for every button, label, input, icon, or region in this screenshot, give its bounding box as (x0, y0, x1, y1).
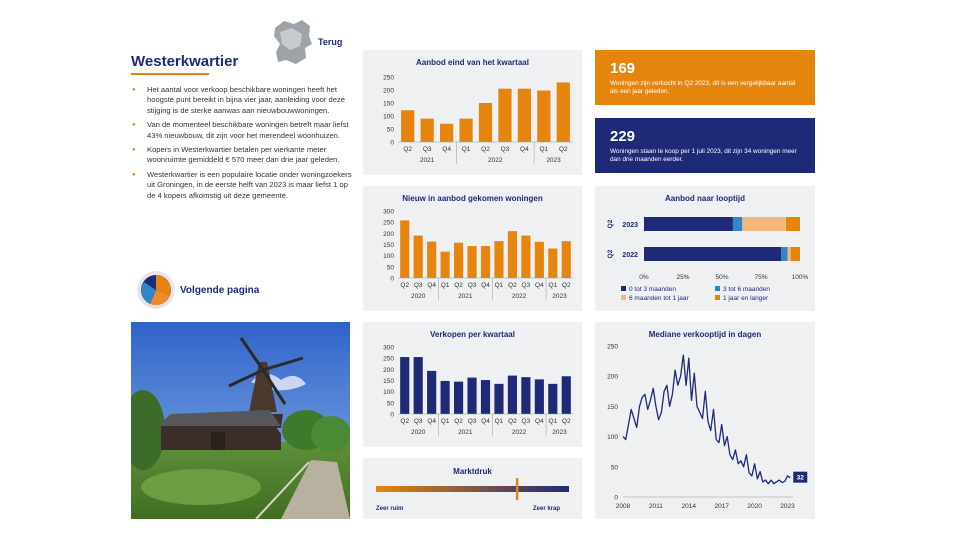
y-tick-label: 50 (386, 400, 394, 408)
y-tick-label: 150 (607, 403, 618, 411)
bar (548, 384, 557, 414)
legend-swatch (715, 295, 720, 300)
y-group-label: Q2 (607, 219, 614, 229)
x-tick-label: 100% (791, 274, 809, 281)
bullet-item: ● Kopers in Westerkwartier betalen per vierkante meter woonruimte gemiddeld € 570 meer dan drie jaar geleden. (131, 145, 356, 166)
bar (467, 246, 476, 278)
bar-segment (791, 247, 800, 261)
bar (454, 243, 463, 278)
bar-segment (733, 217, 742, 231)
gauge-bar (376, 486, 569, 492)
y-tick-label: 50 (610, 464, 618, 472)
bar (498, 89, 511, 142)
x-tick-label: Q3 (413, 418, 423, 425)
bar (518, 89, 531, 142)
bar (481, 246, 490, 278)
bar (401, 110, 414, 142)
next-page-button[interactable] (136, 270, 306, 312)
y-tick-label: 200 (383, 87, 394, 95)
bar (508, 231, 517, 278)
y-tick-label: 100 (383, 389, 394, 397)
kpi-description: Woningen staan te koop per 1 juli 2023, dit zijn 34 woningen meer dan drie maanden eerder. (610, 148, 797, 163)
bar-chart-supply (363, 50, 582, 175)
bar (479, 103, 492, 142)
y-tick-label: 50 (386, 126, 394, 134)
y-tick-label: 200 (383, 230, 394, 238)
bar (400, 357, 409, 414)
y-tick-label: 300 (383, 208, 394, 216)
x-tick-label: Q2 (400, 418, 410, 425)
chart-title: Aanbod eind van het kwartaal (416, 58, 529, 67)
y-tick-label: 200 (607, 373, 618, 381)
y-category-label: 2023 (622, 222, 638, 229)
page-title: Westerkwartier (131, 53, 239, 70)
bar (535, 379, 544, 414)
chart-title: Mediane verkooptijd in dagen (648, 330, 762, 339)
x-tick-label: Q3 (521, 418, 531, 425)
bar-segment (781, 247, 787, 261)
x-group-label: 2021 (458, 429, 473, 436)
y-tick-label: 0 (614, 494, 618, 502)
bullet-item: ● Westerkwartier is een populaire locatie onder woningzoekers uit Groningen, in de eerste helft van 2023 is maar liefst 1 op de 4 kopers afkomstig uit deze gemeente. (131, 170, 356, 201)
x-group-label: 2021 (458, 293, 473, 300)
kpi-value: 169 (610, 60, 636, 77)
bar-chart-sales (363, 322, 582, 447)
next-page-label: Volgende pagina (180, 285, 260, 296)
x-tick-label: Q3 (467, 282, 477, 289)
end-value-label: 32 (796, 474, 804, 482)
y-tick-label: 200 (383, 366, 394, 374)
gauge-title: Marktdruk (453, 467, 492, 476)
line-chart-sale-time (595, 322, 815, 519)
x-tick-label: Q4 (481, 418, 490, 425)
x-tick-label: Q3 (500, 146, 510, 153)
x-tick-label: Q1 (494, 418, 504, 425)
y-tick-label: 250 (383, 74, 394, 82)
x-tick-label: Q4 (481, 282, 490, 289)
y-tick-label: 150 (383, 378, 394, 385)
x-tick-label: 2023 (780, 503, 795, 510)
legend-label: 3 tot 6 maanden (723, 286, 770, 293)
y-tick-label: 300 (383, 344, 394, 352)
bar (459, 119, 472, 142)
x-tick-label: 2020 (747, 503, 762, 510)
chart-panel-supply (363, 50, 582, 175)
bar (441, 381, 450, 414)
x-tick-label: Q2 (508, 282, 517, 289)
kpi-description: Woningen zijn verkocht in Q2 2023, dit is een vergelijkbaar aantal als een jaar geleden. (610, 80, 796, 95)
bar (427, 371, 436, 414)
y-tick-label: 0 (390, 411, 394, 419)
legend-swatch (621, 295, 626, 300)
y-tick-label: 100 (383, 113, 394, 121)
bar-segment (786, 217, 800, 231)
y-tick-label: 0 (390, 275, 394, 283)
x-group-label: 2022 (511, 429, 527, 436)
legend-label: 6 maanden tot 1 jaar (629, 295, 689, 302)
x-tick-label: Q3 (521, 282, 531, 289)
bar-segment (644, 247, 781, 261)
y-category-label: 2022 (622, 252, 638, 259)
y-tick-label: 100 (607, 434, 618, 442)
x-tick-label: Q1 (440, 282, 450, 289)
x-tick-label: Q2 (481, 146, 490, 153)
x-tick-label: Q1 (440, 418, 450, 425)
x-tick-label: Q1 (548, 418, 558, 425)
y-tick-label: 0 (390, 139, 394, 147)
x-group-label: 2020 (410, 429, 426, 436)
bar-segment (788, 247, 791, 261)
y-group-label: Q2 (607, 249, 614, 259)
bar (414, 357, 423, 414)
x-tick-label: Q3 (467, 418, 477, 425)
x-tick-label: Q2 (454, 282, 463, 289)
x-tick-label: Q1 (539, 146, 549, 153)
y-tick-label: 150 (383, 100, 394, 108)
bar (537, 91, 550, 142)
bar (421, 119, 434, 142)
x-tick-label: Q1 (461, 146, 471, 153)
bar (427, 242, 436, 278)
series-line (623, 355, 790, 484)
gauge-left-label: Zeer ruim (376, 506, 404, 512)
x-tick-label: Q1 (548, 282, 558, 289)
x-tick-label: Q2 (561, 282, 571, 289)
legend-label: 0 tot 3 maanden (629, 286, 676, 293)
x-tick-label: 25% (676, 274, 690, 281)
x-tick-label: 0% (639, 274, 649, 281)
y-tick-label: 250 (383, 355, 394, 363)
title-underline (131, 73, 209, 75)
x-tick-label: Q2 (403, 146, 413, 153)
kpi-value: 229 (610, 128, 636, 145)
x-tick-label: 2014 (681, 503, 697, 510)
x-tick-label: Q2 (558, 146, 568, 153)
bar (521, 236, 530, 278)
x-group-label: 2022 (511, 293, 527, 300)
chart-title: Aanbod naar looptijd (665, 194, 745, 203)
x-group-label: 2023 (552, 293, 567, 300)
x-group-label: 2021 (419, 157, 435, 164)
y-tick-label: 50 (386, 264, 394, 272)
pie-chart-icon (136, 270, 176, 310)
x-tick-label: Q2 (508, 418, 517, 425)
x-group-label: 2023 (546, 157, 561, 164)
windmill-photo (131, 322, 350, 519)
x-tick-label: Q3 (422, 146, 432, 153)
bar (481, 380, 490, 414)
x-tick-label: Q2 (561, 418, 571, 425)
bar-segment (644, 217, 733, 231)
bar (414, 236, 423, 278)
x-tick-label: Q2 (400, 282, 410, 289)
chart-title: Verkopen per kwartaal (430, 330, 515, 339)
bullet-item: ● Het aantal voor verkoop beschikbare woningen heeft het hoogste punt bereikt in bijna vier jaar, aanleiding voor deze stijging is de sterke aanwas aan nieuwbouwwoningen. (131, 85, 356, 116)
x-group-label: 2020 (410, 293, 426, 300)
bullet-list (131, 85, 356, 205)
bar (521, 377, 530, 414)
bar (562, 241, 571, 278)
x-tick-label: 75% (754, 274, 768, 281)
x-tick-label: 2011 (648, 503, 663, 510)
legend-swatch (621, 286, 626, 291)
x-tick-label: Q4 (442, 146, 451, 153)
back-link[interactable]: Terug (318, 37, 343, 47)
bar (467, 378, 476, 414)
bullet-item: ● Van de momenteel beschikbare woningen betreft maar liefst 43% nieuwbouw, dit zijn voor het merendeel woonhuizen. (131, 120, 356, 141)
x-group-label: 2023 (552, 429, 567, 436)
x-tick-label: Q4 (427, 418, 436, 425)
bar (454, 382, 463, 414)
bar (440, 124, 453, 142)
chart-title: Nieuw in aanbod gekomen woningen (402, 194, 543, 203)
x-tick-label: Q4 (427, 282, 436, 289)
chart-panel-sales (363, 322, 582, 447)
bar (548, 249, 557, 278)
legend-label: 1 jaar en langer (723, 295, 769, 302)
x-tick-label: 2017 (714, 503, 729, 510)
y-tick-label: 250 (607, 343, 618, 351)
chart-panel-new-supply (363, 186, 582, 311)
bar (400, 220, 409, 278)
chart-panel-sale-time (595, 322, 815, 519)
bar (494, 241, 503, 278)
bar-chart-new-supply (363, 186, 582, 311)
x-tick-label: Q2 (454, 418, 463, 425)
bar (557, 82, 570, 142)
x-tick-label: Q4 (535, 418, 544, 425)
bar (494, 384, 503, 414)
region-map-icon (272, 18, 314, 66)
bar (535, 242, 544, 278)
x-tick-label: Q4 (520, 146, 529, 153)
y-tick-label: 150 (383, 242, 394, 249)
x-tick-label: Q4 (535, 282, 544, 289)
gauge-right-label: Zeer krap (533, 506, 561, 512)
kpi-card-sold (595, 50, 815, 105)
bar (562, 376, 571, 414)
stacked-bar-chart-duration (595, 186, 815, 311)
gauge-marker (516, 478, 519, 500)
x-tick-label: 2008 (615, 503, 631, 510)
y-tick-label: 100 (383, 253, 394, 261)
x-group-label: 2022 (487, 157, 503, 164)
bar (508, 376, 517, 414)
x-tick-label: Q3 (413, 282, 423, 289)
y-tick-label: 250 (383, 219, 394, 227)
bar (441, 252, 450, 278)
x-tick-label: Q1 (494, 282, 504, 289)
x-tick-label: 50% (715, 274, 729, 281)
chart-panel-duration (595, 186, 815, 311)
bar-segment (742, 217, 786, 231)
kpi-card-for-sale (595, 118, 815, 173)
legend-swatch (715, 286, 720, 291)
